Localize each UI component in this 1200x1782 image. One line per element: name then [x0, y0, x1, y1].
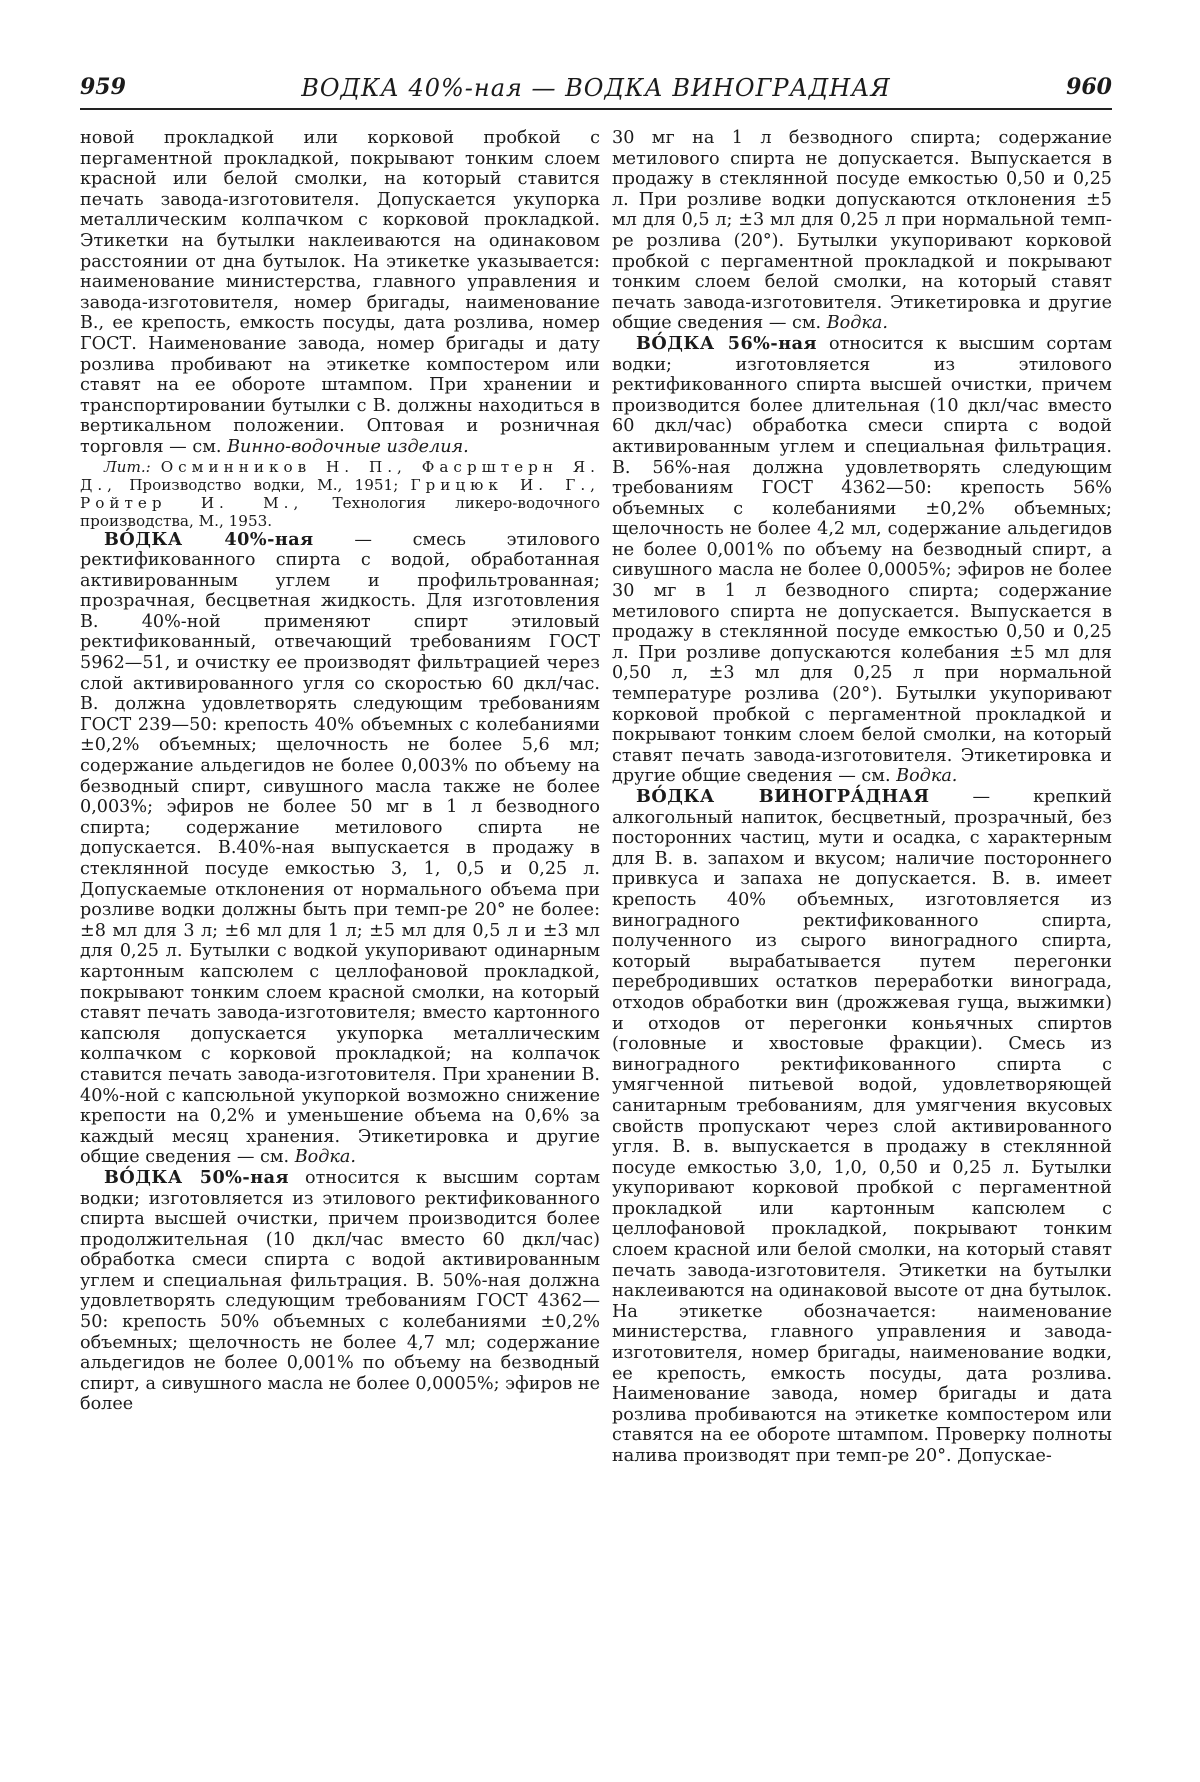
right-column: [612, 128, 1112, 1748]
entry-body: относится к высшим сортам водки; изготовляется из этилового ректификованного спирта высшей очистки, причем производится более продолжительная (10 дкл/час вместо 60 дкл/час) обработка смеси спирта с водой активированным углем и специальная фильтрация. В. 50%-ная должна удовлетворять следующим требованиям ГОСТ 4362—50: крепость 50% объемных с колебаниями ±0,2% объемных; щелочность не более 4,7 мл; содержание альдегидов не более 0,001% по объему на безводный спирт, а сивушного масла не более 0,0005%; эфиров не более: [80, 1167, 600, 1415]
entry-body: относится к высшим сортам водки; изготовляется из этилового ректификованного спирта высшей очистки, причем производится более длительная (10 дкл/час вместо 60 дкл/час) обработка смеси спирта с водой активированным углем и специальная фильтрация. В. 56%-ная должна удовлетворять следующим требованиям ГОСТ 4362—50: крепость 56% объемных с колебаниями ±0,2% объемных; щелочность не более 4,2 мл, содержание альдегидов не более 0,001% по объему на безводный спирт, а сивушного масла не более 0,0005%; эфиров не более 30 мг в 1 л безводного спирта; содержание метилового спирта не допускается. Выпускается в продажу в стеклянной посуде емкостью 0,50 и 0,25 л. При розливе допускаются колебания ±5 мл для 0,50 л, ±3 мл для 0,25 л при нормальной температуре розлива (20°). Бутылки укупоривают корковой пробкой с пергаментной прокладкой и покрывают тонким слоем белой смолки, на который ставят печать завода-изготовителя. Этикетировка и другие общие сведения — см.: [612, 333, 1112, 787]
literature-label: Лит.:: [104, 457, 151, 476]
dictionary-entry-vodka-50: [80, 1168, 600, 1415]
continuation-text: 30 мг на 1 л безводного спирта; содержание метилового спирта не допускается. Выпускается в продажу в стеклянной посуде емкостью 0,50 и 0,25 л. При розливе водки допускаются отклонения ±5 мл для 0,5 л; ±3 мл для 0,25 л при нормальной темп-ре розлива (20°). Бутылки укупоривают корковой пробкой с пергаментной прокладкой и покрывают тонким слоем белой смолки, на который ставят печать завода-изготовителя. Этикетировка и другие общие сведения — см.: [612, 128, 1112, 334]
entry-body: — смесь этилового ректификованного спирта с водой, обработанная активированным углем и профильтрованная; прозрачная, бесцветная жидкость. Для изготовления В. 40%-ной применяют спирт этиловый ректификованный, отвечающий требованиям ГОСТ 5962—51, и очистку ее производят фильтрацией через слой активированного угля со скоростью 60 дкл/час. В. должна удовлетворять следующим требованиям ГОСТ 239—50: крепость 40% объемных с колебаниями ±0,2% объемных; щелочность не более 5,6 мл; содержание альдегидов не более 0,003% по объему на безводный спирт, сивушного масла также не более 0,003%; эфиров не более 50 мг в 1 л безводного спирта; содержание метилового спирта не допускается. В.40%-ная выпускается в продажу в стеклянной посуде емкостью 3, 1, 0,5 и 0,25 л. Допускаемые отклонения от нормального объема при розливе водки должны быть при темп-ре 20° не более: ±8 мл для 3 л; ±6 мл для 1 л; ±5 мл для 0,5 л и ±3 мл для 0,25 л. Бутылки с водкой укупоривают одинарным картонным капсюлем с целлофановой прокладкой, покрывают тонким слоем красной смолки, на который ставят печать завода-изготовителя; вместо картонного капсюля допускается укупорка металлическим колпачком с корковой прокладкой; на колпачок ставится печать завода-изготовителя. При хранении В. 40%-ной с капсюльной укупоркой возможно снижение крепости на 0,2% и уменьшение объема на 0,6% за каждый месяц хранения. Этикетировка и другие общие сведения — см.: [80, 529, 600, 1168]
entry-headword: ВО́ДКА ВИНОГРА́ДНАЯ: [636, 786, 930, 807]
literature-author: Осминников Н. П., Фасрштерн Я. Д.,: [80, 457, 600, 494]
page-number-right: 960: [1066, 74, 1112, 100]
continuation-text: новой прокладкой или корковой пробкой с пергаментной прокладкой, покрывают тонким слоем красной или белой смолки, на который ставится печать завода-изготовителя. Допускается укупорка металлическим колпачком с корковой прокладкой. Этикетки на бутылки наклеиваются на одинаковом расстоянии от дна бутылок. На этикетке указывается: наименование министерства, главного управления и завода-изготовителя, номер бригады, наименование В., ее крепость, емкость посуды, дата розлива, номер ГОСТ. Наименование завода, номер бригады и дату розлива пробивают на этикетке компостером или ставят на ее обороте штампом. При хранении и транспортировании бутылки с В. должны находиться в вертикальном положении. Оптовая и розничная торговля — см.: [80, 128, 600, 457]
running-header: [80, 72, 1112, 110]
left-column: [80, 128, 600, 1748]
literature-author: Грицюк И. Г., Ройтер И. М.,: [80, 475, 600, 512]
entry-headword: ВО́ДКА 40%-ная: [104, 528, 314, 550]
entry-headword: ВО́ДКА 56%-ная: [636, 332, 817, 354]
running-title: ВОДКА 40%-ная — ВОДКА ВИНОГРАДНАЯ: [301, 74, 891, 102]
literature-title: Производство водки, М., 1951;: [129, 475, 399, 494]
dictionary-entry-vodka-grape: [612, 787, 1112, 1467]
continuation-paragraph: [80, 128, 600, 458]
literature-references: [80, 458, 600, 530]
continuation-paragraph: [612, 128, 1112, 334]
entry-headword: ВО́ДКА 50%-ная: [104, 1166, 289, 1188]
entry-body: — крепкий алкогольный напиток, бесцветный, прозрачный, без посторонних частиц, мути и осадка, с характерным для В. в. запахом и вкусом; наличие постороннего привкуса и запаха не допускается. В. в. имеет крепость 40% объемных, изготовляется из виноградного ректификованного спирта, полученного из сырого виноградного спирта, который вырабатывается путем перегонки перебродивших остатков переработки винограда, отходов обработки вин (дрожжевая гуща, выжимки) и отходов от перегонки коньячных спиртов (головные и хвостовые фракции). Смесь из виноградного ректификованного спирта с умягченной питьевой водой, удовлетворяющей санитарным требованиям, для умягчения вкусовых свойств пропускают через слой активированного угля. В. в. выпускается в продажу в стеклянной посуде емкостью 3,0, 1,0, 0,50 и 0,25 л. Бутылки укупоривают корковой пробкой с пергаментной прокладкой или картонным капсюлем с целлофановой прокладкой, покрывают тонким слоем красной или белой смолки, на который ставят печать завода-изготовителя. Этикетки на бутылки наклеиваются на одинаковой высоте от дна бутылок. На этикетке обозначается: наименование министерства, главного управления и завода-изготовителя, номер бригады, наименование водки, ее крепость, емкость посуды, дата розлива. Наименование завода, номер бригады и дата розлива пробиваются на этикетке компостером или ставятся на ее обороте штампом. Проверку полноты налива производят при темп-ре 20°. Допускае-: [612, 787, 1112, 1466]
cross-reference: Водка.: [896, 766, 958, 787]
cross-reference: Водка.: [826, 313, 889, 334]
cross-reference: Водка.: [294, 1147, 357, 1168]
dictionary-entry-vodka-56: [612, 334, 1112, 787]
dictionary-entry-vodka-40: [80, 530, 600, 1168]
literature-title: Технология ликеро-водочного производства, М., 1953.: [80, 493, 600, 530]
cross-reference: Винно-водочные изделия.: [227, 436, 469, 457]
page-number-left: 959: [80, 74, 126, 100]
